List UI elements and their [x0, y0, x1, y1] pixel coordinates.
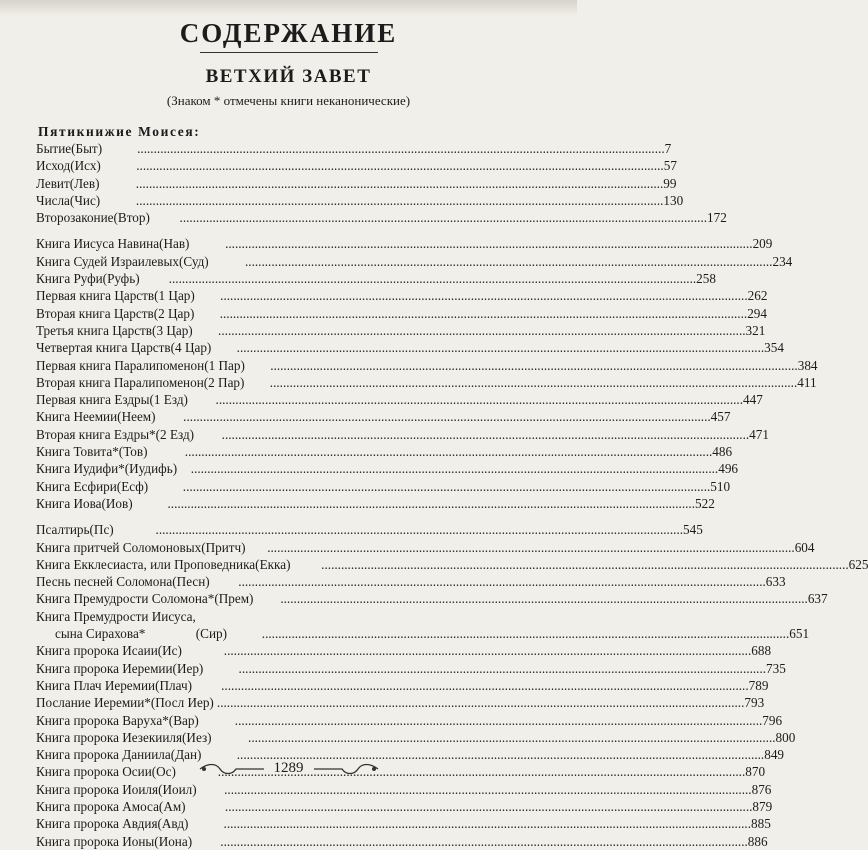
toc-entry: [36, 157, 677, 174]
dot-leader: [220, 305, 748, 322]
page-cell: [183, 478, 730, 495]
page-ref: 262: [747, 288, 768, 304]
page-cell: [217, 694, 764, 711]
book-abbreviation: (Есф): [116, 478, 149, 494]
toc-entry: [36, 539, 815, 556]
book-abbreviation: (Плач): [155, 677, 192, 693]
dot-leader: [235, 712, 763, 729]
book-title: [36, 608, 196, 643]
page-cell: [224, 781, 771, 798]
dot-leader: [136, 192, 664, 209]
book-abbreviation: (Дан): [170, 747, 202, 763]
book-abbreviation: (Руфь): [102, 271, 140, 287]
book-title: Вторая книга Паралипоменон: [36, 374, 204, 390]
book-title: Первая книга Паралипоменон: [36, 357, 205, 373]
toc-entry: [36, 391, 763, 408]
dot-leader: [239, 660, 767, 677]
dot-leader: [267, 539, 795, 556]
dot-leader: [136, 175, 664, 192]
page-ref: 172: [707, 210, 727, 226]
toc-entry: [36, 694, 765, 711]
dot-leader: [224, 781, 752, 798]
book-title: Книга пророка Варуха*: [36, 712, 169, 728]
book-abbreviation: (Тов): [118, 444, 148, 460]
page-ref: 604: [794, 539, 815, 555]
book-abbreviation: (Ам): [158, 798, 186, 814]
toc-entry: [36, 443, 733, 460]
book-abbreviation: (Притч): [201, 539, 246, 555]
table-of-contents: [36, 140, 868, 850]
page-ref: 793: [744, 695, 765, 711]
page-ref: 735: [766, 660, 786, 676]
dot-leader: [216, 391, 744, 408]
dot-leader: [183, 478, 711, 495]
page-cell: [136, 157, 677, 174]
page-cell: [218, 322, 765, 339]
page-cell: [156, 521, 703, 538]
page-cell: [220, 287, 767, 304]
toc-entry: [36, 209, 727, 226]
page-ref: 209: [752, 236, 773, 252]
page-cell: [248, 729, 795, 746]
book-title: Вторая книга Ездры*: [36, 426, 156, 442]
dot-leader: [180, 209, 708, 226]
page-ref: 885: [751, 816, 771, 832]
page-ref: 234: [772, 253, 793, 269]
book-title: Книга Руфи: [36, 271, 103, 287]
toc-entry: [36, 712, 783, 729]
toc-entry: [36, 426, 769, 443]
page-ref: 7: [664, 141, 672, 156]
book-abbreviation: (1 Езд): [149, 392, 188, 408]
page-ref: 294: [747, 305, 767, 321]
dot-leader: [238, 573, 766, 590]
page-cell: [137, 140, 671, 157]
toc-entry: [36, 339, 784, 356]
book-abbreviation: (Исх): [70, 158, 101, 174]
page-cell: [262, 625, 809, 642]
book-title: Книга Иудифи*: [36, 461, 125, 477]
book-title: Левит: [36, 175, 70, 191]
book-abbreviation: (Сир): [195, 626, 227, 642]
book-title: Книга пророка Авдия: [36, 816, 158, 832]
dot-leader: [270, 357, 798, 374]
book-abbreviation: (Неем): [117, 409, 156, 425]
page-ref: 800: [775, 729, 796, 745]
page-cell: [225, 235, 772, 252]
book-abbreviation: (Песн): [172, 574, 210, 590]
scroll-flourish-icon: [198, 762, 266, 776]
page-ref: 411: [797, 374, 817, 390]
dot-leader: [237, 339, 765, 356]
toc-entry: [36, 253, 793, 270]
book-abbreviation: (Екка): [255, 556, 291, 572]
dot-leader: [137, 140, 665, 157]
book-title-line-1: Книга Премудрости Иисуса,: [36, 608, 196, 624]
page-ref: 651: [789, 626, 810, 642]
page-cell: [168, 495, 715, 512]
page-cell: [169, 270, 716, 287]
book-title: Псалтирь: [36, 522, 90, 538]
dot-leader: [225, 798, 753, 815]
page-cell: [245, 253, 792, 270]
toc-entry: [36, 287, 768, 304]
page-ref: 870: [745, 764, 766, 780]
page-cell: [183, 408, 730, 425]
book-abbreviation: (Быт): [71, 141, 103, 156]
book-abbreviation: (Нав): [159, 236, 190, 252]
dot-leader: [321, 556, 849, 573]
toc-entry: [36, 677, 769, 694]
dot-leader: [217, 694, 745, 711]
toc-entry: [36, 729, 796, 746]
book-title: Числа: [36, 192, 70, 208]
toc-entry: [36, 270, 716, 287]
toc-entry: [36, 140, 672, 157]
book-abbreviation: (Втор): [113, 210, 150, 226]
book-title: Книга пророка Иоиля: [36, 781, 159, 797]
page-ref: 510: [710, 478, 731, 494]
toc-entry: [36, 815, 771, 832]
page-ref: 625: [848, 556, 868, 572]
toc-entry: [36, 460, 738, 477]
group-heading: Пятикнижие Моисея:: [38, 124, 201, 139]
book-title: Книга пророка Иезекииля: [36, 729, 183, 745]
book-title: Книга пророка Амоса: [36, 798, 159, 814]
book-title: Книга пророка Осии: [36, 764, 152, 780]
book-abbreviation: (Иер): [172, 660, 204, 676]
book-title: Книга Плач Иеремии: [36, 677, 156, 693]
page-cell: [321, 556, 868, 573]
book-abbreviation: (Авд): [157, 816, 189, 832]
page-ref: 447: [743, 392, 763, 408]
scroll-flourish-icon: [312, 762, 380, 776]
page-ref: 545: [683, 522, 703, 538]
page-cell: [221, 677, 768, 694]
toc-entry: [36, 374, 817, 391]
page-ref: 879: [752, 798, 773, 814]
page-ref: 321: [745, 322, 766, 338]
book-title: Книга пророка Иеремии: [36, 660, 173, 676]
dot-leader: [136, 157, 664, 174]
book-abbreviation: (Иона): [154, 833, 193, 849]
page-cell: [267, 539, 814, 556]
book-abbreviation: (Иудифь): [124, 461, 178, 477]
book-abbreviation: (Иоил): [158, 781, 197, 797]
book-title: Книга Иова: [36, 495, 102, 511]
page-ref: 886: [747, 833, 768, 849]
book-abbreviation: (Чис): [69, 192, 101, 208]
toc-entry: [36, 408, 731, 425]
dot-leader: [245, 253, 773, 270]
page-title: СОДЕРЖАНИЕ: [179, 18, 398, 48]
toc-entry: [36, 495, 715, 512]
book-title: Книга Неемии: [36, 409, 118, 425]
book-title: Книга Товита*: [36, 444, 119, 460]
book-title: Книга Есфири: [36, 478, 117, 494]
book-title-line-2: сына Сирахова*: [55, 626, 146, 642]
dot-leader: [221, 677, 749, 694]
book-abbreviation: (1 Пар): [204, 357, 245, 373]
toc-entry: [36, 573, 786, 590]
toc-entry: [36, 833, 768, 850]
page-cell: [180, 209, 727, 226]
dot-leader: [218, 322, 746, 339]
book-title: Третья книга Царств: [36, 322, 153, 338]
page-cell: [220, 305, 767, 322]
toc-entry: [36, 556, 868, 573]
book-abbreviation: (3 Цар): [152, 322, 193, 338]
page-cell: [235, 712, 782, 729]
toc-entry: [36, 781, 772, 798]
page-cell: [191, 460, 738, 477]
page-cell: [222, 426, 769, 443]
page-ref: 496: [718, 461, 738, 477]
dot-leader: [220, 833, 748, 850]
page-ref: 637: [807, 591, 828, 607]
toc-entry: [36, 192, 684, 209]
book-title: Четвертая книга Царств: [36, 340, 171, 356]
toc-entry: [36, 305, 767, 322]
book-title: Первая книга Царств: [36, 288, 155, 304]
book-title: Книга Судей Израилевых: [36, 253, 179, 269]
toc-entry: [36, 357, 818, 374]
book-title: Песнь песней Соломона: [36, 574, 173, 590]
dot-leader: [156, 521, 684, 538]
toc-entry: [36, 521, 703, 538]
toc-entry: [36, 478, 731, 495]
book-abbreviation: (2 Пар): [203, 374, 245, 390]
page-ref: 384: [797, 357, 818, 373]
book-title: Книга притчей Соломоновых: [36, 539, 202, 555]
book-title: Вторая книга Царств: [36, 305, 154, 321]
title-underline: [200, 52, 378, 53]
book-abbreviation: (Иез): [182, 729, 212, 745]
dot-leader: [262, 625, 790, 642]
toc-entry: [36, 642, 772, 659]
toc-entry: [36, 608, 810, 643]
book-abbreviation: (1 Цар): [154, 288, 195, 304]
page-cell: [185, 443, 732, 460]
book-abbreviation: (Суд): [178, 253, 209, 269]
dot-leader: [168, 495, 696, 512]
page-ref: 789: [748, 677, 769, 693]
page-cell: [280, 590, 827, 607]
page-ref: 130: [663, 192, 684, 208]
page-ref: 57: [663, 158, 677, 174]
page-cell: [220, 833, 767, 850]
page-cell: [238, 573, 785, 590]
dot-leader: [225, 235, 753, 252]
book-title: Второзаконие: [36, 210, 114, 226]
book-title: Книга Премудрости Соломона*: [36, 591, 215, 607]
page-ref: 258: [696, 271, 716, 287]
book-abbreviation: (Иов): [101, 495, 133, 511]
dot-leader: [169, 270, 697, 287]
page-ref: 688: [751, 643, 772, 659]
page-ref: 99: [663, 175, 677, 191]
book-abbreviation: (Ис): [157, 643, 182, 659]
page-cell: [239, 660, 786, 677]
page-cell: [136, 192, 683, 209]
dot-leader: [220, 287, 748, 304]
page-cell: [224, 815, 771, 832]
section-note: (Знаком * отмечены книги неканонические): [166, 93, 411, 108]
book-title: Книга пророка Ионы: [36, 833, 155, 849]
toc-entry: [36, 798, 773, 815]
page-ref: 876: [751, 781, 772, 797]
dot-leader: [183, 408, 711, 425]
page-footer: [0, 760, 577, 777]
page-cell: [270, 357, 817, 374]
book-abbreviation: (Пс): [89, 522, 114, 538]
page-ref: 471: [749, 426, 769, 442]
dot-leader: [185, 443, 713, 460]
toc-entry: [36, 322, 766, 339]
toc-entry: [36, 660, 786, 677]
page-cell: [237, 339, 784, 356]
book-title: Книга пророка Даниила: [36, 747, 171, 763]
page-ref: 457: [710, 409, 731, 425]
toc-entry: [36, 590, 828, 607]
page-number: 1289: [273, 760, 304, 776]
book-abbreviation: (4 Цар): [170, 340, 212, 356]
book-title: Бытие: [36, 141, 72, 156]
dot-leader: [280, 590, 808, 607]
toc-entry: [36, 175, 677, 192]
dot-leader: [270, 374, 798, 391]
dot-leader: [224, 815, 752, 832]
page-ref: 633: [765, 574, 786, 590]
book-abbreviation: (Посл Иер): [150, 695, 214, 711]
page-cell: [136, 175, 677, 192]
book-abbreviation: (2 Езд): [155, 426, 195, 442]
page-ref: 354: [764, 340, 784, 356]
book-abbreviation: (2 Цар): [153, 305, 195, 321]
previous-page-bleed: [0, 0, 577, 16]
book-title: Книга пророка Исаии: [36, 643, 158, 659]
page-ref: 522: [695, 495, 715, 511]
page-cell: [270, 374, 817, 391]
book-title: Послание Иеремии*: [36, 695, 151, 711]
book-abbreviation: (Лев): [69, 175, 100, 191]
book-title: Исход: [36, 158, 71, 174]
book-abbreviation: (Прем): [214, 591, 254, 607]
page-cell: [225, 798, 772, 815]
page-ref: 849: [764, 747, 784, 763]
toc-entry: [36, 235, 773, 252]
book-title: Книга Иисуса Навина: [36, 236, 160, 252]
dot-leader: [222, 426, 750, 443]
page-ref: 796: [762, 712, 783, 728]
book-title: Первая книга Ездры: [36, 392, 150, 408]
book-title: Книга Екклесиаста, или Проповедника: [36, 556, 256, 572]
dot-leader: [224, 642, 752, 659]
dot-leader: [191, 460, 719, 477]
section-title: ВЕТХИЙ ЗАВЕТ: [205, 66, 372, 87]
book-abbreviation: (Ос): [151, 764, 176, 780]
page-cell: [216, 391, 763, 408]
page-ref: 486: [712, 444, 733, 460]
page-cell: [224, 642, 771, 659]
dot-leader: [248, 729, 776, 746]
book-abbreviation: (Вар): [168, 712, 199, 728]
